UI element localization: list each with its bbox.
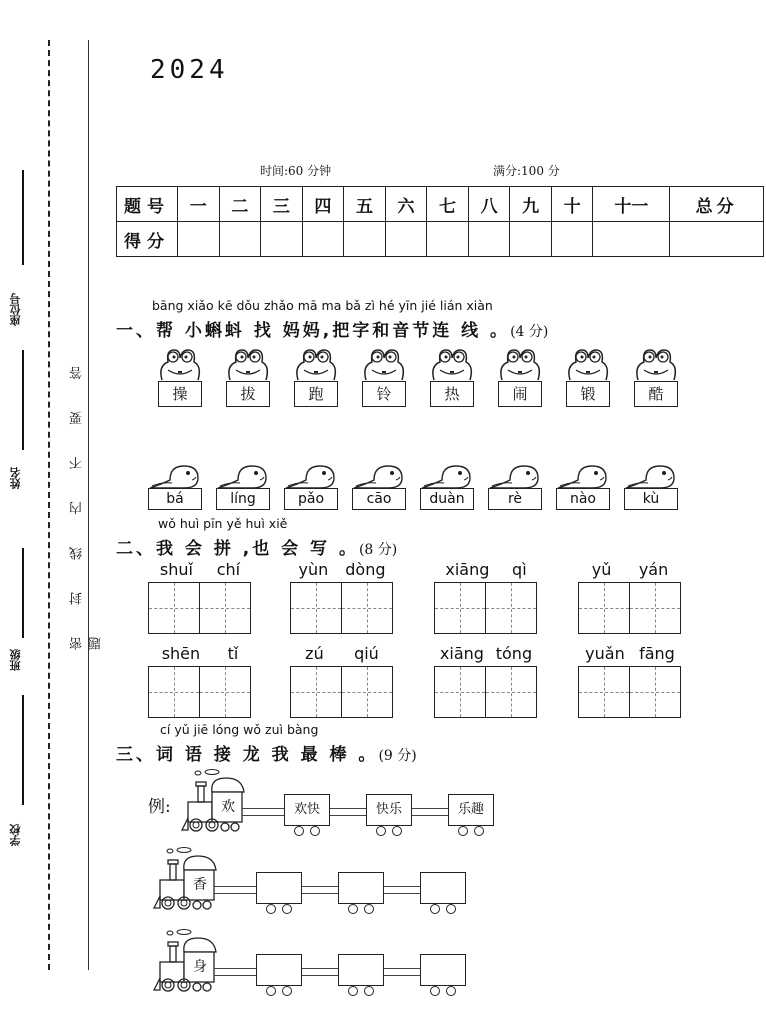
tadpole-syllable: cāo [352, 488, 406, 510]
pinyin-syllable: tóng [495, 644, 533, 663]
section1-title [116, 316, 548, 341]
wheel-icon [282, 986, 292, 996]
tadpole-card[interactable] [556, 462, 612, 510]
tianzige-grid [148, 666, 251, 718]
pinyin-syllable: shuǐ [159, 560, 193, 579]
col-11: 十一 [593, 187, 670, 222]
pinyin-syllable: xiāng [439, 644, 484, 663]
section3-title [116, 740, 417, 765]
score-cell-5[interactable] [344, 222, 386, 257]
train-coupler [384, 886, 420, 894]
time-limit: 时间:60 分钟 [260, 164, 332, 178]
frog-card[interactable] [360, 346, 408, 408]
engine-character: 香 [193, 877, 207, 893]
tianzige-grid [434, 582, 537, 634]
section2-title-text: 二、我 会 拼 ,也 会 写 。 [116, 539, 359, 559]
answer-word-car[interactable] [256, 872, 302, 904]
pinyin-pair [434, 644, 538, 663]
pinyin-writing-group [290, 560, 394, 636]
wheel-icon [294, 826, 304, 836]
tianzige-grid [578, 666, 681, 718]
wheel-icon [348, 904, 358, 914]
section1-title-text: 一、帮 小蝌蚪 找 妈妈,把字和音节连 线 。 [116, 321, 511, 341]
pinyin-syllable: xiāng [445, 560, 490, 579]
row-header-score: 得分 [117, 222, 178, 257]
full-score: 满分:100 分 [493, 164, 560, 178]
writing-cell[interactable] [291, 583, 341, 633]
pinyin-syllable: yán [638, 560, 669, 579]
pinyin-pair [290, 644, 394, 663]
example-word-car: 快乐 [366, 794, 412, 826]
frog-card[interactable] [564, 346, 612, 408]
frog-card[interactable] [292, 346, 340, 408]
pinyin-syllable: fāng [639, 644, 675, 663]
pinyin-pair [148, 560, 252, 579]
pinyin-pair [578, 560, 682, 579]
seat-number-underline [22, 170, 24, 265]
col-total: 总分 [670, 187, 764, 222]
frog-card[interactable] [156, 346, 204, 408]
answer-word-car[interactable] [338, 872, 384, 904]
answer-word-car[interactable] [420, 872, 466, 904]
pinyin-writing-group [148, 560, 252, 636]
tadpole-syllable: duàn [420, 488, 474, 510]
section3-pinyin: cí yǔ jiē lóng wǒ zuì bàng [160, 722, 319, 737]
engine-character: 身 [193, 959, 207, 975]
col-4: 四 [302, 187, 344, 222]
score-cell-7[interactable] [427, 222, 469, 257]
frog-icon [224, 346, 272, 386]
wheel-icon [282, 904, 292, 914]
school-label: 学校 [9, 824, 22, 846]
train-coupler [214, 968, 256, 976]
pinyin-pair [578, 644, 682, 663]
col-8: 八 [468, 187, 510, 222]
pinyin-writing-group [290, 644, 394, 720]
section3-title-text: 三、词 语 接 龙 我 最 棒 。 [116, 745, 379, 765]
frog-icon [292, 346, 340, 386]
frog-character: 闹 [498, 381, 542, 407]
score-cell-8[interactable] [468, 222, 510, 257]
pinyin-syllable: qiú [354, 644, 379, 663]
frog-character: 酷 [634, 381, 678, 407]
writing-cell[interactable] [579, 583, 629, 633]
pinyin-writing-group [434, 560, 538, 636]
wheel-icon [458, 826, 468, 836]
tadpole-card[interactable] [148, 462, 204, 510]
section1-points: (4 分) [510, 324, 549, 340]
frog-card[interactable] [428, 346, 476, 408]
wheel-icon [446, 904, 456, 914]
tadpole-syllable: líng [216, 488, 270, 510]
writing-cell[interactable] [435, 667, 485, 717]
margin-solid-line [88, 40, 89, 970]
frog-icon [564, 346, 612, 386]
pinyin-syllable: yùn [298, 560, 329, 579]
wheel-icon [474, 826, 484, 836]
wheel-icon [364, 904, 374, 914]
wheel-icon [266, 986, 276, 996]
writing-cell[interactable] [579, 667, 629, 717]
tadpole-card[interactable] [420, 462, 476, 510]
col-2: 二 [219, 187, 261, 222]
wheel-icon [446, 986, 456, 996]
score-cell-3[interactable] [261, 222, 303, 257]
score-cell-2[interactable] [219, 222, 261, 257]
frog-card[interactable] [496, 346, 544, 408]
writing-cell[interactable] [199, 583, 250, 633]
example-word-car: 乐趣 [448, 794, 494, 826]
train-coupler [412, 808, 448, 816]
wheel-icon [430, 904, 440, 914]
section1-pinyin: bāng xiǎo kē dǒu zhǎo mā ma bǎ zì hé yīn jié lián xiàn [152, 298, 493, 313]
score-cell-1[interactable] [178, 222, 220, 257]
tadpole-card[interactable] [488, 462, 544, 510]
frog-icon [156, 346, 204, 386]
answer-word-car[interactable] [420, 954, 466, 986]
frog-card[interactable] [224, 346, 272, 408]
wheel-icon [364, 986, 374, 996]
seat-number-label: 座位号 [9, 293, 22, 327]
example-word-car: 欢快 [284, 794, 330, 826]
score-cell-11[interactable] [593, 222, 670, 257]
wheel-icon [392, 826, 402, 836]
tadpole-card[interactable] [352, 462, 408, 510]
writing-cell[interactable] [485, 667, 536, 717]
wheel-icon [266, 904, 276, 914]
pinyin-syllable: yuǎn [585, 644, 625, 663]
class-underline [22, 548, 24, 638]
frog-character: 操 [158, 381, 202, 407]
pinyin-syllable: tǐ [227, 644, 239, 663]
writing-cell[interactable] [435, 583, 485, 633]
score-table [116, 186, 764, 257]
wheel-icon [348, 986, 358, 996]
score-table-header-row [117, 187, 764, 222]
score-cell-6[interactable] [385, 222, 427, 257]
tadpole-syllable: rè [488, 488, 542, 510]
tadpole-card[interactable] [216, 462, 272, 510]
frog-character: 拔 [226, 381, 270, 407]
section2-points: (8 分) [358, 542, 398, 558]
pinyin-writing-group [578, 644, 682, 720]
pinyin-syllable: qì [512, 560, 527, 579]
row-header-question: 题号 [117, 187, 178, 222]
frog-character: 跑 [294, 381, 338, 407]
train-coupler [302, 886, 338, 894]
col-9: 九 [510, 187, 552, 222]
tadpole-syllable: pǎo [284, 488, 338, 510]
score-cell-4[interactable] [302, 222, 344, 257]
frog-character: 铃 [362, 381, 406, 407]
pinyin-syllable: zú [305, 644, 324, 663]
pinyin-syllable: chí [216, 560, 241, 579]
engine-character: 欢 [221, 799, 235, 815]
wheel-icon [376, 826, 386, 836]
binding-dashed-line [48, 40, 50, 970]
writing-cell[interactable] [341, 667, 392, 717]
frog-icon [632, 346, 680, 386]
pinyin-writing-group [148, 644, 252, 720]
section2-pinyin: wǒ huì pīn yě huì xiě [158, 516, 288, 531]
score-cell-10[interactable] [551, 222, 593, 257]
col-6: 六 [385, 187, 427, 222]
name-underline [22, 350, 24, 450]
col-5: 五 [344, 187, 386, 222]
tianzige-grid [148, 582, 251, 634]
score-cell-9[interactable] [510, 222, 552, 257]
tadpole-syllable: bá [148, 488, 202, 510]
frog-character: 热 [430, 381, 474, 407]
section2-title [116, 534, 397, 559]
seal-warning-text: 密 封 线 内 不 要 答 题 [70, 352, 104, 650]
writing-cell[interactable] [629, 583, 680, 633]
writing-cell[interactable] [341, 583, 392, 633]
pinyin-writing-group [578, 560, 682, 636]
pinyin-pair [148, 644, 252, 663]
pinyin-syllable: yǔ [591, 560, 612, 579]
col-3: 三 [261, 187, 303, 222]
frog-icon [496, 346, 544, 386]
col-7: 七 [427, 187, 469, 222]
wheel-icon [310, 826, 320, 836]
tianzige-grid [290, 582, 393, 634]
pinyin-pair [434, 560, 538, 579]
tianzige-grid [290, 666, 393, 718]
section3-points: (9 分) [378, 748, 417, 764]
writing-cell[interactable] [291, 667, 341, 717]
frog-icon [360, 346, 408, 386]
col-1: 一 [178, 187, 220, 222]
frog-card[interactable] [632, 346, 680, 408]
wheel-icon [430, 986, 440, 996]
tianzige-grid [434, 666, 537, 718]
train-coupler [242, 808, 284, 816]
writing-cell[interactable] [629, 667, 680, 717]
frog-character: 锻 [566, 381, 610, 407]
answer-word-car[interactable] [256, 954, 302, 986]
score-cell-total[interactable] [670, 222, 764, 257]
train-coupler [330, 808, 366, 816]
pinyin-syllable: shēn [161, 644, 201, 663]
tadpole-syllable: nào [556, 488, 610, 510]
writing-cell[interactable] [485, 583, 536, 633]
train-coupler [384, 968, 420, 976]
pinyin-writing-group [434, 644, 538, 720]
pinyin-pair [290, 560, 394, 579]
train-coupler [214, 886, 256, 894]
pinyin-syllable: dòng [345, 560, 386, 579]
writing-cell[interactable] [199, 667, 250, 717]
exam-year: 2024 [150, 55, 229, 85]
class-label: 班级 [9, 649, 22, 671]
school-underline [22, 695, 24, 805]
score-table-score-row [117, 222, 764, 257]
name-label: 姓名 [9, 467, 22, 489]
tadpole-card[interactable] [624, 462, 680, 510]
example-label: 例: [148, 797, 171, 817]
writing-cell[interactable] [149, 583, 199, 633]
train-coupler [302, 968, 338, 976]
writing-cell[interactable] [149, 667, 199, 717]
tianzige-grid [578, 582, 681, 634]
frog-icon [428, 346, 476, 386]
answer-word-car[interactable] [338, 954, 384, 986]
tadpole-syllable: kù [624, 488, 678, 510]
col-10: 十 [551, 187, 593, 222]
tadpole-card[interactable] [284, 462, 340, 510]
